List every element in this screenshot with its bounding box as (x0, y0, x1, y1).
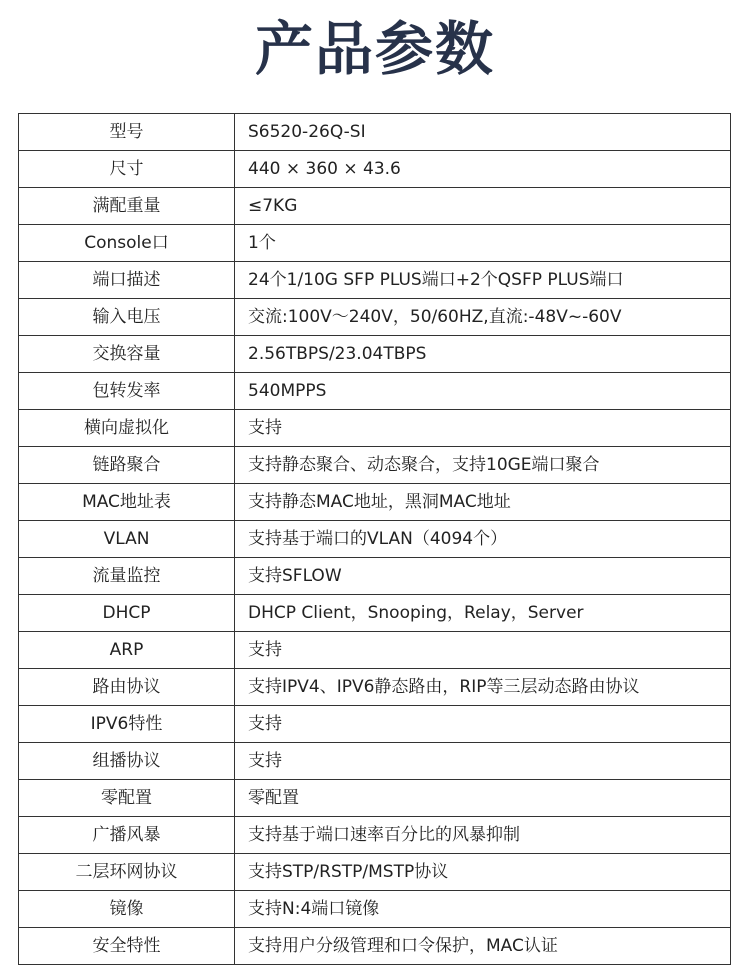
table-row (19, 780, 731, 817)
spec-label: 满配重量 (19, 188, 235, 225)
spec-label: 包转发率 (19, 373, 235, 410)
table-row (19, 484, 731, 521)
table-row (19, 817, 731, 854)
table-row (19, 114, 731, 151)
page-title: 产品参数 (254, 15, 495, 83)
spec-value: ≤7KG (235, 188, 731, 225)
spec-value: 支持N:4端口镜像 (235, 891, 731, 928)
spec-label: 流量监控 (19, 558, 235, 595)
spec-label: MAC地址表 (19, 484, 235, 521)
spec-value: 支持 (235, 410, 731, 447)
table-row (19, 447, 731, 484)
spec-value: 支持静态MAC地址，黑洞MAC地址 (235, 484, 731, 521)
table-row (19, 151, 731, 188)
spec-label: ARP (19, 632, 235, 669)
table-row (19, 373, 731, 410)
table-row (19, 558, 731, 595)
spec-value: 支持基于端口的VLAN（4094个） (235, 521, 731, 558)
spec-label: VLAN (19, 521, 235, 558)
spec-value: DHCP Client，Snooping，Relay，Server (235, 595, 731, 632)
table-row (19, 521, 731, 558)
table-row (19, 188, 731, 225)
spec-value: S6520-26Q-SI (235, 114, 731, 151)
spec-label: 尺寸 (19, 151, 235, 188)
spec-label: IPV6特性 (19, 706, 235, 743)
table-row (19, 595, 731, 632)
spec-value: 支持 (235, 632, 731, 669)
spec-label: 交换容量 (19, 336, 235, 373)
spec-label: Console口 (19, 225, 235, 262)
table-row (19, 299, 731, 336)
table-row (19, 706, 731, 743)
spec-label: 安全特性 (19, 928, 235, 965)
spec-label: 二层环网协议 (19, 854, 235, 891)
spec-value: 支持SFLOW (235, 558, 731, 595)
spec-value: 交流:100V～240V，50/60HZ,直流:-48V~-60V (235, 299, 731, 336)
spec-label: 零配置 (19, 780, 235, 817)
spec-value: 支持用户分级管理和口令保护，MAC认证 (235, 928, 731, 965)
spec-value: 支持 (235, 743, 731, 780)
table-row (19, 336, 731, 373)
table-row (19, 225, 731, 262)
table-row (19, 410, 731, 447)
spec-value: 支持静态聚合、动态聚合，支持10GE端口聚合 (235, 447, 731, 484)
spec-value: 540MPPS (235, 373, 731, 410)
spec-value: 支持STP/RSTP/MSTP协议 (235, 854, 731, 891)
spec-value: 2.56TBPS/23.04TBPS (235, 336, 731, 373)
table-row (19, 632, 731, 669)
table-row (19, 743, 731, 780)
spec-label: 链路聚合 (19, 447, 235, 484)
spec-value: 支持基于端口速率百分比的风暴抑制 (235, 817, 731, 854)
table-row (19, 891, 731, 928)
spec-label: 输入电压 (19, 299, 235, 336)
spec-table-body (19, 114, 731, 965)
spec-value: 24个1/10G SFP PLUS端口+2个QSFP PLUS端口 (235, 262, 731, 299)
spec-label: 广播风暴 (19, 817, 235, 854)
spec-label: 横向虚拟化 (19, 410, 235, 447)
spec-value: 支持 (235, 706, 731, 743)
spec-value: 支持IPV4、IPV6静态路由，RIP等三层动态路由协议 (235, 669, 731, 706)
table-row (19, 262, 731, 299)
spec-value: 1个 (235, 225, 731, 262)
spec-table (18, 113, 731, 965)
spec-label: 组播协议 (19, 743, 235, 780)
spec-value: 零配置 (235, 780, 731, 817)
table-row (19, 928, 731, 965)
spec-value: 440 × 360 × 43.6 (235, 151, 731, 188)
spec-label: 镜像 (19, 891, 235, 928)
spec-label: 路由协议 (19, 669, 235, 706)
table-row (19, 669, 731, 706)
spec-label: 端口描述 (19, 262, 235, 299)
spec-label: DHCP (19, 595, 235, 632)
spec-label: 型号 (19, 114, 235, 151)
table-row (19, 854, 731, 891)
